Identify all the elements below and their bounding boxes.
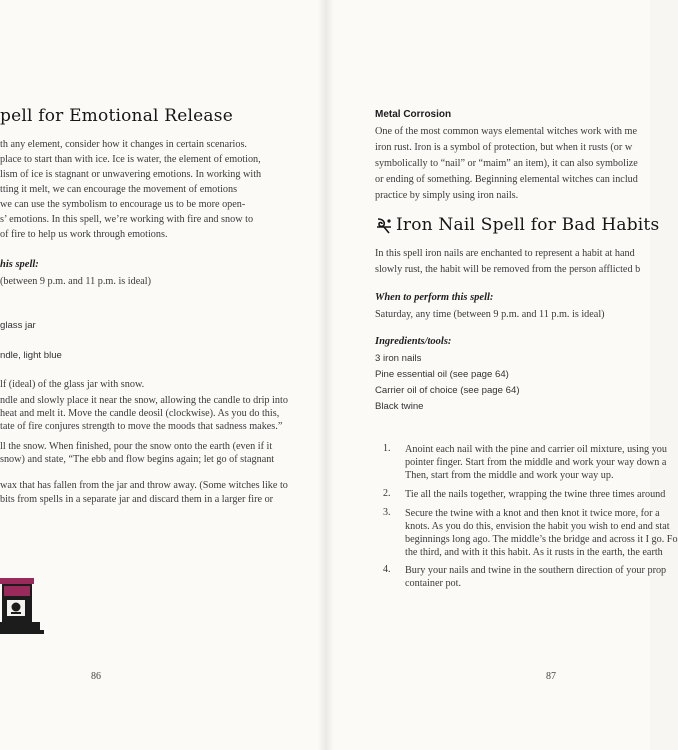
step-line: Secure the twine with a knot and then knot it twice more, for a [405,508,660,519]
step-line: pointer finger. Start from the middle and work your way down a [405,457,667,468]
right-section-line: iron rust. Iron is a symbol of protection, but when it rusts (or w [375,142,633,153]
left-step-line: bits from spells in a separate jar and discard them in a larger fire or [0,494,274,505]
right-intro-line: In this spell iron nails are enchanted to represent a habit at hand [375,248,635,259]
left-step-line: tate of fire conjures strength to move the moods that sadness makes.” [0,421,283,432]
left-page-title: pell for Emotional Release [0,106,233,126]
step-line: knots. As you do this, envision the habit you wish to end and stat [405,521,670,532]
right-when-text: Saturday, any time (between 9 p.m. and 11 p.m. is ideal) [375,309,605,320]
right-section-line: symbolically to “nail” or “maim” an item), it can also symbolize [375,158,638,169]
left-step-line: ndle and slowly place it near the snow, allowing the candle to drip into [0,395,288,406]
page-number-left: 86 [91,671,101,682]
left-ingredient: ndle, light blue [0,350,62,361]
left-intro-line: tting it melt, we can encourage the movement of emotions [0,184,238,195]
right-intro-line: slowly rust, the habit will be removed from the person afflicted b [375,264,641,275]
right-ingredients-heading: Ingredients/tools: [375,336,452,347]
step-line: beginnings long ago. The middle’s the bridge and across it I go. Fo [405,534,678,545]
step-number: 1. [383,443,391,454]
right-ingredient: Carrier oil of choice (see page 64) [375,385,520,396]
step-number: 2. [383,488,391,499]
step-line: container pot. [405,578,462,589]
left-step-line: ll the snow. When finished, pour the snow onto the earth (even if it [0,441,273,452]
step-line: Anoint each nail with the pine and carrier oil mixture, using you [405,444,667,455]
left-ingredient: glass jar [0,320,36,331]
right-section-line: One of the most common ways elemental witches work with me [375,126,637,137]
left-intro-line: place to start than with ice. Ice is water, the element of emotion, [0,154,261,165]
jar-candle-illustration [0,570,44,640]
metal-corrosion-heading: Metal Corrosion [375,109,452,120]
step-line: Then, start from the middle and work your way up. [405,470,614,481]
right-section-line: practice by simply using iron nails. [375,190,519,201]
left-when-heading: his spell: [0,259,39,270]
step-number: 3. [383,507,391,518]
right-ingredient: Pine essential oil (see page 64) [375,369,509,380]
right-page [326,0,678,750]
left-intro-line: lism of ice is stagnant or unwavering emotions. In working with [0,169,262,180]
book-gutter [318,0,334,750]
left-intro-line: s’ emotions. In this spell, we’re working with fire and snow to [0,214,254,225]
left-step-line: heat and melt it. Move the candle deosil (clockwise). As you do this, [0,408,280,419]
section-ornament-icon [375,217,393,235]
right-when-heading: When to perform this spell: [375,292,494,303]
step-line: Bury your nails and twine in the southern direction of your prop [405,565,667,576]
right-ingredient: 3 iron nails [375,353,422,364]
page-number-right: 87 [546,671,556,682]
step-line: the third, and with it this habit. As it rusts in the earth, the earth [405,547,663,558]
left-when-text: (between 9 p.m. and 11 p.m. is ideal) [0,276,151,287]
right-page-title: Iron Nail Spell for Bad Habits [396,215,660,235]
left-step-line: wax that has fallen from the jar and throw away. (Some witches like to [0,480,288,491]
step-line: Tie all the nails together, wrapping the twine three times around [405,489,666,500]
right-ingredient: Black twine [375,401,424,412]
left-intro-line: of fire to help us work through emotions. [0,229,168,240]
left-step-line: lf (ideal) of the glass jar with snow. [0,379,145,390]
left-step-line: snow) and state, “The ebb and flow begins again; let go of stagnant [0,454,275,465]
left-page [0,0,326,750]
right-section-line: or ending of something. Beginning elemental witches can includ [375,174,638,185]
left-intro-line: th any element, consider how it changes in certain scenarios. [0,139,247,150]
step-number: 4. [383,564,391,575]
left-intro-line: we can use the symbolism to encourage us to be more open- [0,199,246,210]
